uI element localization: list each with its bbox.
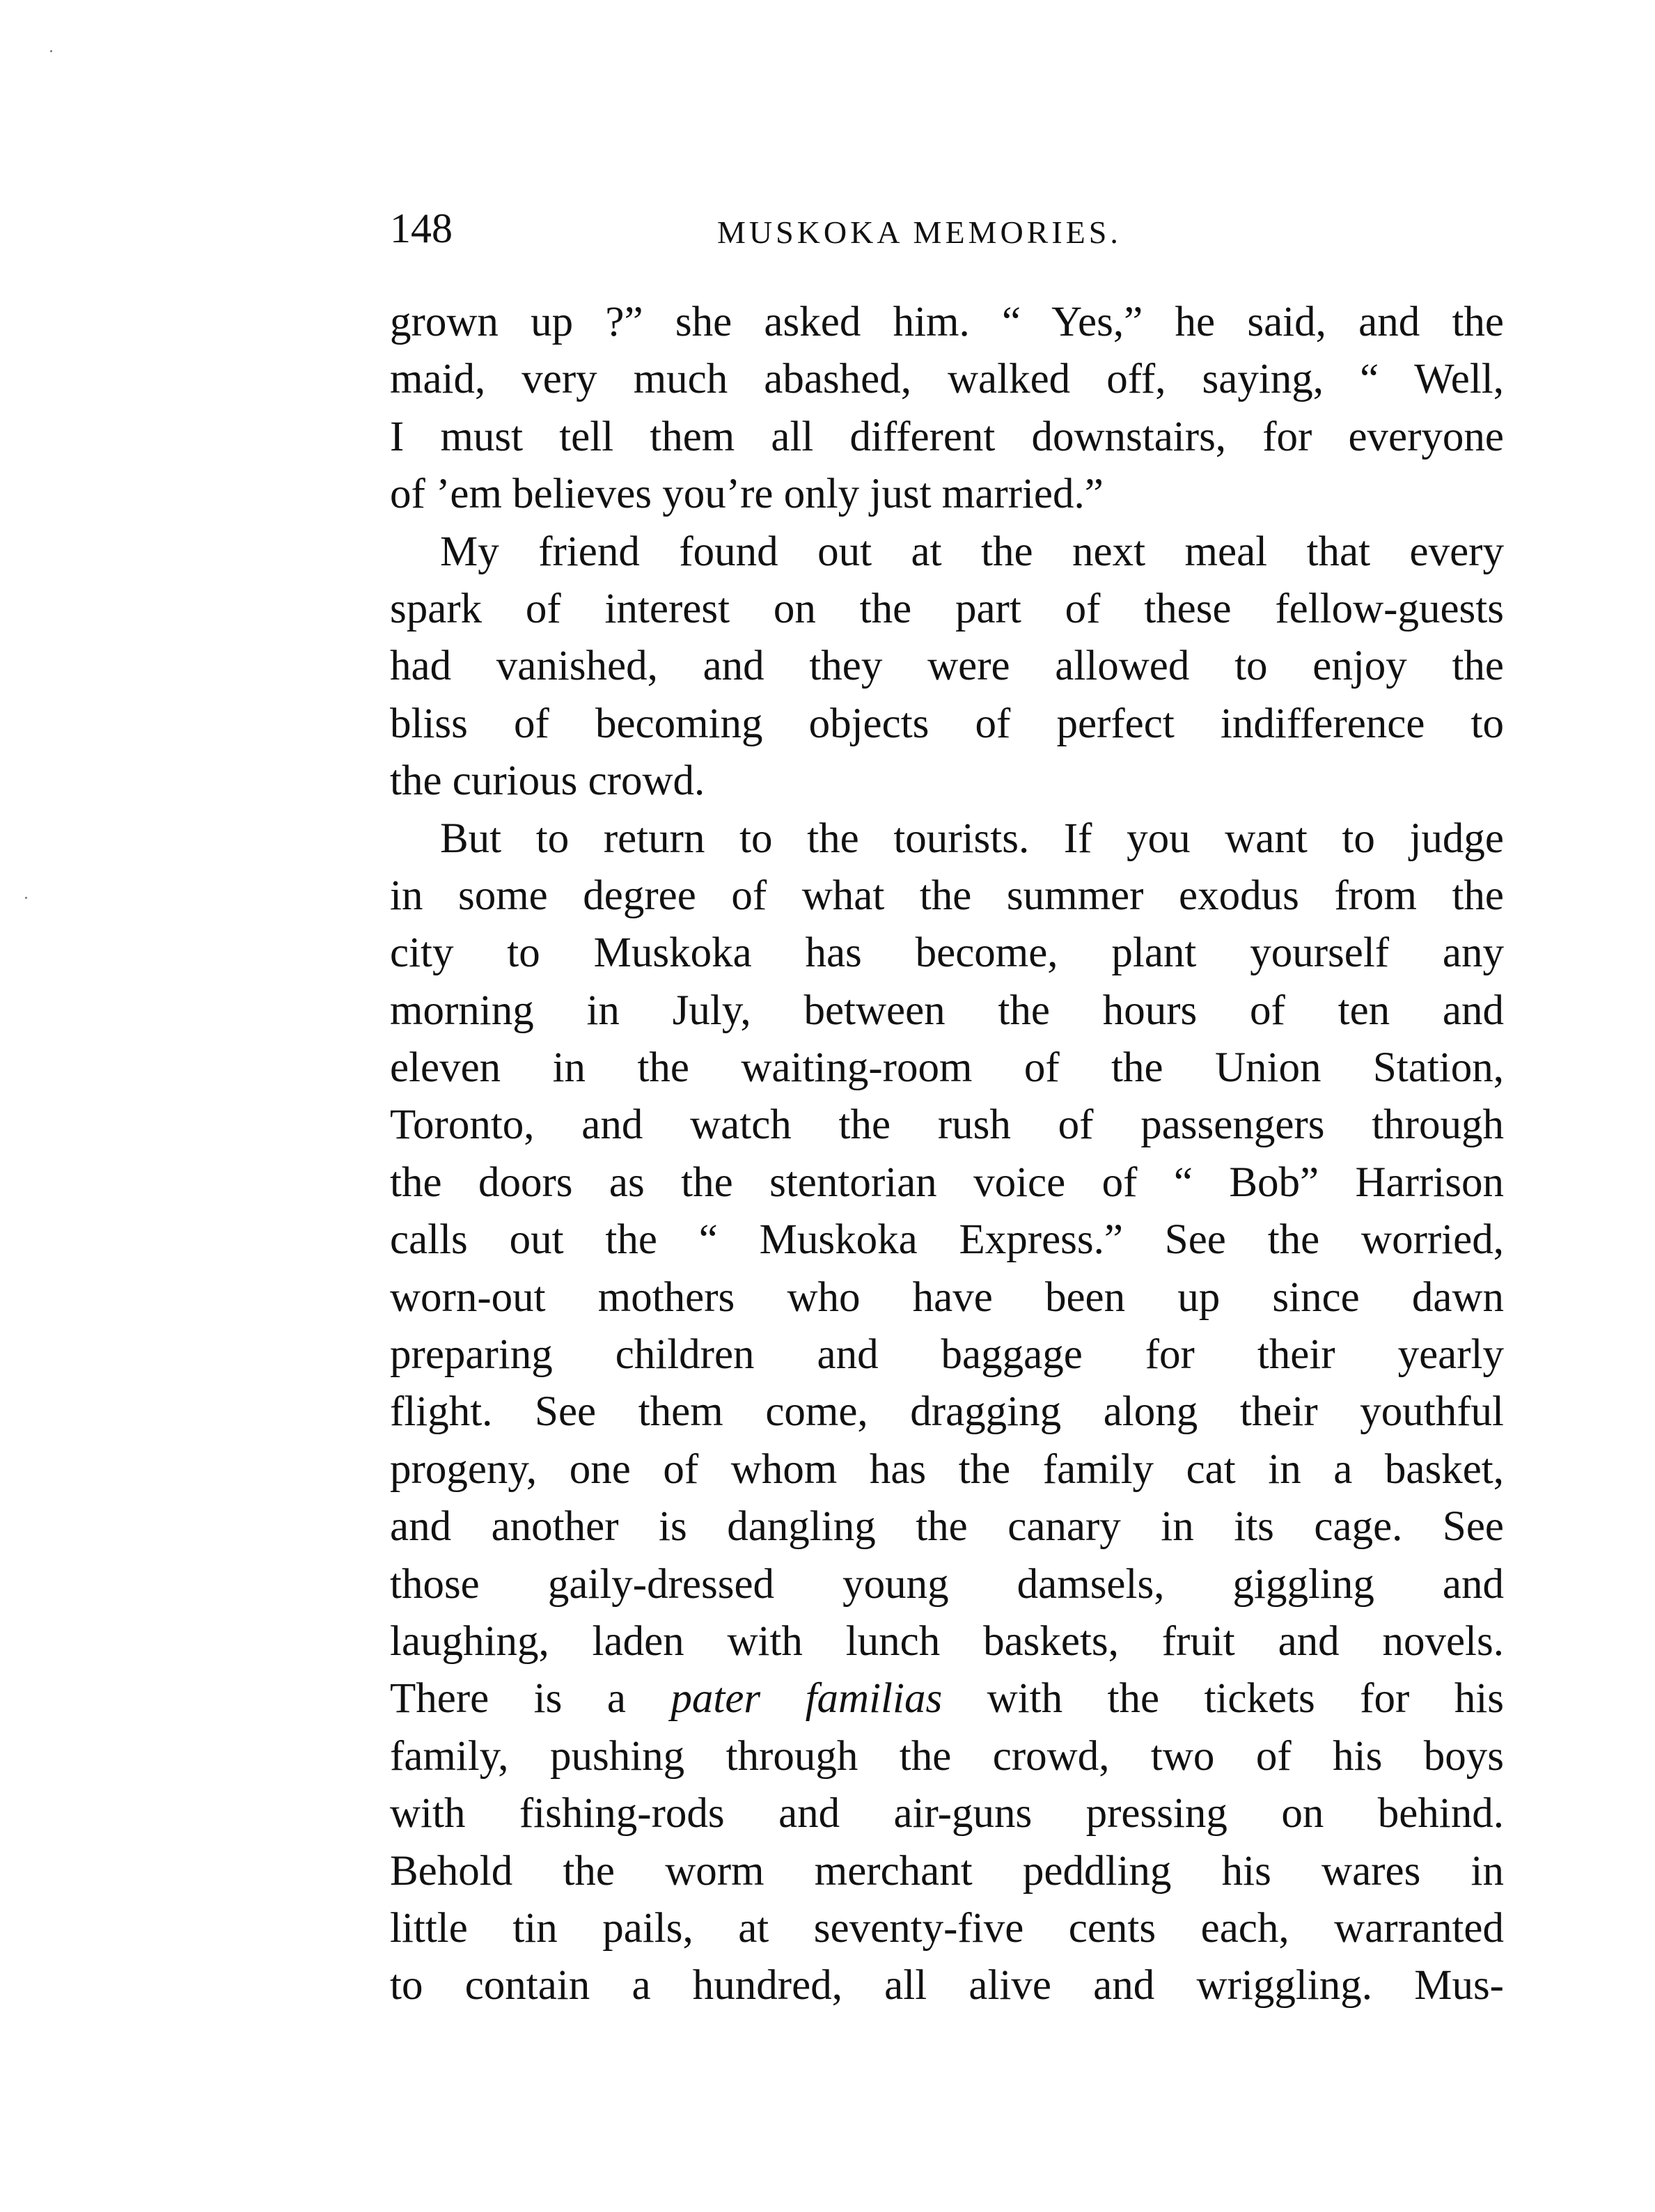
text-line: spark of interest on the part of these fellow-guests	[390, 585, 1504, 632]
line-text: with the tickets for his	[942, 1675, 1505, 1723]
text-line: Toronto, and watch the rush of passengers through	[390, 1101, 1504, 1149]
text-line: in some degree of what the summer exodus from the	[390, 872, 1504, 919]
text-line: calls out the “ Muskoka Express.” See the worried,	[390, 1216, 1504, 1264]
body-text	[390, 294, 1504, 2015]
page-number: 148	[390, 205, 453, 251]
text-line: the doors as the stentorian voice of “ Bob” Harrison	[390, 1159, 1504, 1206]
text-line: those gaily-dressed young damsels, giggling and	[390, 1560, 1504, 1608]
text-line: grown up ?” she asked him. “ Yes,” he said, and the	[390, 299, 1504, 345]
text-line: with fishing-rods and air-guns pressing on behind.	[390, 1790, 1504, 1837]
page-header	[390, 201, 1504, 263]
margin-speck	[50, 50, 52, 52]
text-line: to contain a hundred, all alive and wriggling. Mus-	[390, 1962, 1504, 2009]
text-line: progeny, one of whom has the family cat in a basket,	[390, 1445, 1504, 1493]
text-line: family, pushing through the crowd, two of his boys	[390, 1732, 1504, 1780]
text-line: bliss of becoming objects of perfect indifference to	[390, 700, 1504, 747]
text-line-with-italic	[390, 1670, 1504, 1727]
text-line: had vanished, and they were allowed to enjoy the	[390, 643, 1504, 690]
text-line: and another is dangling the canary in its cage. See	[390, 1503, 1504, 1551]
text-line: laughing, laden with lunch baskets, fruit and novels.	[390, 1617, 1504, 1665]
text-line: morning in July, between the hours of ten and	[390, 987, 1504, 1034]
margin-speck	[25, 897, 27, 899]
text-line: I must tell them all different downstairs, for everyone	[390, 413, 1504, 460]
paragraph-first-line: My friend found out at the next meal that every	[440, 528, 1504, 575]
running-head: MUSKOKA MEMORIES.	[717, 214, 1122, 250]
italic-phrase: pater familias	[670, 1675, 943, 1723]
text-line: eleven in the waiting-room of the Union Station,	[390, 1044, 1504, 1092]
text-line: Behold the worm merchant peddling his wares in	[390, 1847, 1504, 1895]
text-line: the curious crowd.	[390, 758, 705, 805]
text-line: city to Muskoka has become, plant yourself any	[390, 929, 1504, 977]
line-text: There is a	[390, 1675, 671, 1723]
text-line: maid, very much abashed, walked off, saying, “ Well,	[390, 356, 1504, 403]
text-line: of ’em believes you’re only just married.”	[390, 471, 1104, 518]
text-line: flight. See them come, dragging along their youthful	[390, 1388, 1504, 1436]
text-line: preparing children and baggage for their yearly	[390, 1331, 1504, 1379]
text-line: little tin pails, at seventy-five cents each, warranted	[390, 1904, 1504, 1952]
text-line: worn-out mothers who have been up since dawn	[390, 1273, 1504, 1321]
paragraph-first-line: But to return to the tourists. If you want to judge	[440, 815, 1504, 862]
